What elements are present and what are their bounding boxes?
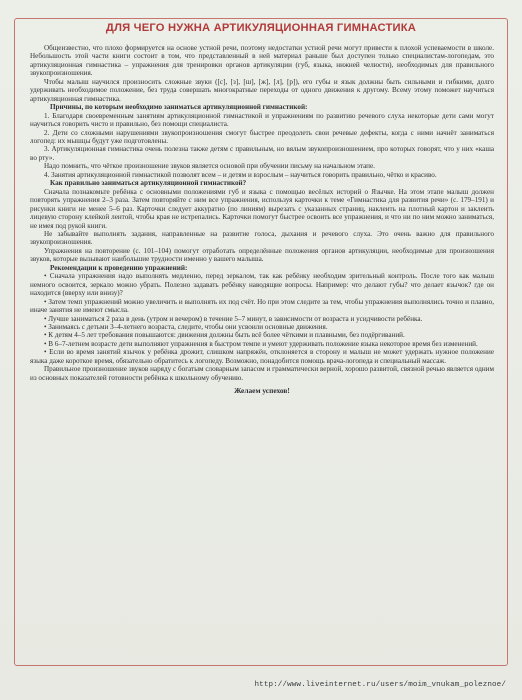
closing-phrase: Желаем успехов! xyxy=(234,386,290,396)
body-paragraph: Правильное произношение звуков наряду с богатым словарным запасом и грамматически верной, хорошо развитой, связной речью является одним из основных показателей готовности ребёнка к школьному обучению. xyxy=(30,365,494,382)
section-heading: Как правильно заниматься артикуляционной гимнастикой? xyxy=(50,179,247,188)
body-paragraph: Упражнения на повторение (с. 101–104) помогут отработать определённые положения органов артикуляции, необходимые для произношения звуков, которые вызывают наибольшие трудности именно у вашего малыша. xyxy=(30,246,494,264)
body-paragraph: 1. Благодаря своевременным занятиям артикуляционной гимнастикой и упражнениям по развитию речевого слуха некоторые дети сами могут научиться говорить чисто и правильно, без помощи специалиста. xyxy=(30,111,494,129)
body-paragraph: Не забывайте выполнять задания, направленные на развитие голоса, дыхания и речевого слуха. Это очень важно для правильного звукопроизношения. xyxy=(30,229,494,247)
body-paragraph: Надо помнить, что чёткое произношение звуков является основой при обучении письму на начальном этапе. xyxy=(44,162,375,171)
body-paragraph: Общеизвестно, что плохо формируется на основе устной речи, поэтому недостатки устной речи могут привести к плохой успеваемости в школе. Небольшость этой части книги состоит в том, что представленный в ней материал раньше был доступен только специалистам-логопедам, это артикуляционная гимнастика – упражнения для тренировки органов артикуляции (губ, языка, нижней челюсти), необходимых для правильного звукопроизношения. xyxy=(30,44,494,78)
recommendation-item: • Занимаясь с детьми 3–4-летнего возраста, следите, чтобы они усвоили основные движения. xyxy=(44,322,328,331)
recommendation-item: • Если во время занятий язычок у ребёнка дрожит, слишком напряжён, отклоняется в сторону и малыш не может удержать нужное положение языка даже короткое время, обязательно обратитесь к логопеду. Возможно, понадобится помощь врача-логопеда и специальный массаж. xyxy=(30,348,494,365)
body-paragraph: Сначала познакомьте ребёнка с основными положениями губ и языка с помощью весёлых историй о Язычке. На этом этапе малыш должен повторять упражнения 2–3 раза. Затем повторяйте с ним все упражнения, используя карточки к теме «Гимнастика для развития речи» (с. 179–191) и рисунки книги не менее 5–6 раз. Карточки следует аккуратно (по линиям) вырезать с указанных страниц, наклеить на плотный картон и заклеить лицевую сторону клейкой лентой, чтобы края не истрепались. Карточки помогут быстрее освоить все упражнения, и что ни по ним можно заниматься, не имея под рукой книги. xyxy=(30,187,494,230)
watermark-url: http://www.liveinternet.ru/users/moim_vnukam_poleznoe/ xyxy=(254,681,506,689)
body-paragraph: Чтобы малыш научился произносить сложные звуки ([с], [з], [ш], [ж], [л], [р]), его губы и язык должны быть сильными и гибкими, долго удерживать необходимое положение, без труда совершать многократные переходы от одного движения к другому. Всему этому поможет научиться артикуляционная гимнастика. xyxy=(30,77,494,103)
page-title: ДЛЯ ЧЕГО НУЖНА АРТИКУЛЯЦИОННАЯ ГИМНАСТИКА xyxy=(105,22,417,34)
body-paragraph: 4. Занятия артикуляционной гимнастикой позволят всем – и детям и взрослым – научиться говорить правильно, чётко и красиво. xyxy=(44,170,437,179)
section-heading: Рекомендации к проведению упражнений: xyxy=(50,263,188,272)
body-paragraph: 3. Артикуляционная гимнастика очень полезна также детям с правильным, но вялым звукопроизношением, про которых говорят, что у них «каша во рту». xyxy=(30,145,494,162)
recommendation-item: • В 6–7-летнем возрасте дети выполняют упражнения в быстром темпе и умеют удерживать положение языка некоторое время без изменений. xyxy=(44,339,478,348)
recommendation-item: • Сначала упражнения надо выполнять медленно, перед зеркалом, так как ребёнку необходим зрительный контроль. После того как малыш немного освоится, зеркало можно убрать. Полезно задавать ребёнку наводящие вопросы. Например: что делают губы? что делает язычок? где он находится (вверху или внизу)? xyxy=(30,272,494,298)
recommendation-item: • Лучше заниматься 2 раза в день (утром и вечером) в течение 5–7 минут, в зависимости от возраста и усидчивости ребёнка. xyxy=(44,314,423,323)
recommendation-item: • Затем темп упражнений можно увеличить и выполнять их под счёт. Но при этом следите за тем, чтобы упражнения выполнялись точно и плавно, иначе занятия не имеют смысла. xyxy=(30,297,494,315)
article-body xyxy=(30,44,494,396)
body-paragraph: 2. Дети со сложными нарушениями звукопроизношения смогут быстрее преодолеть свои речевые дефекты, когда с ними начнёт заниматься логопед: их мышцы будут уже подготовлены. xyxy=(30,128,494,145)
recommendation-item: • К детям 4–5 лет требования повышаются: движения должны быть всё более чёткими и плавными, без подёргиваний. xyxy=(44,331,405,340)
section-heading: Причины, по которым необходимо заниматься артикуляционной гимнастикой: xyxy=(50,103,308,112)
